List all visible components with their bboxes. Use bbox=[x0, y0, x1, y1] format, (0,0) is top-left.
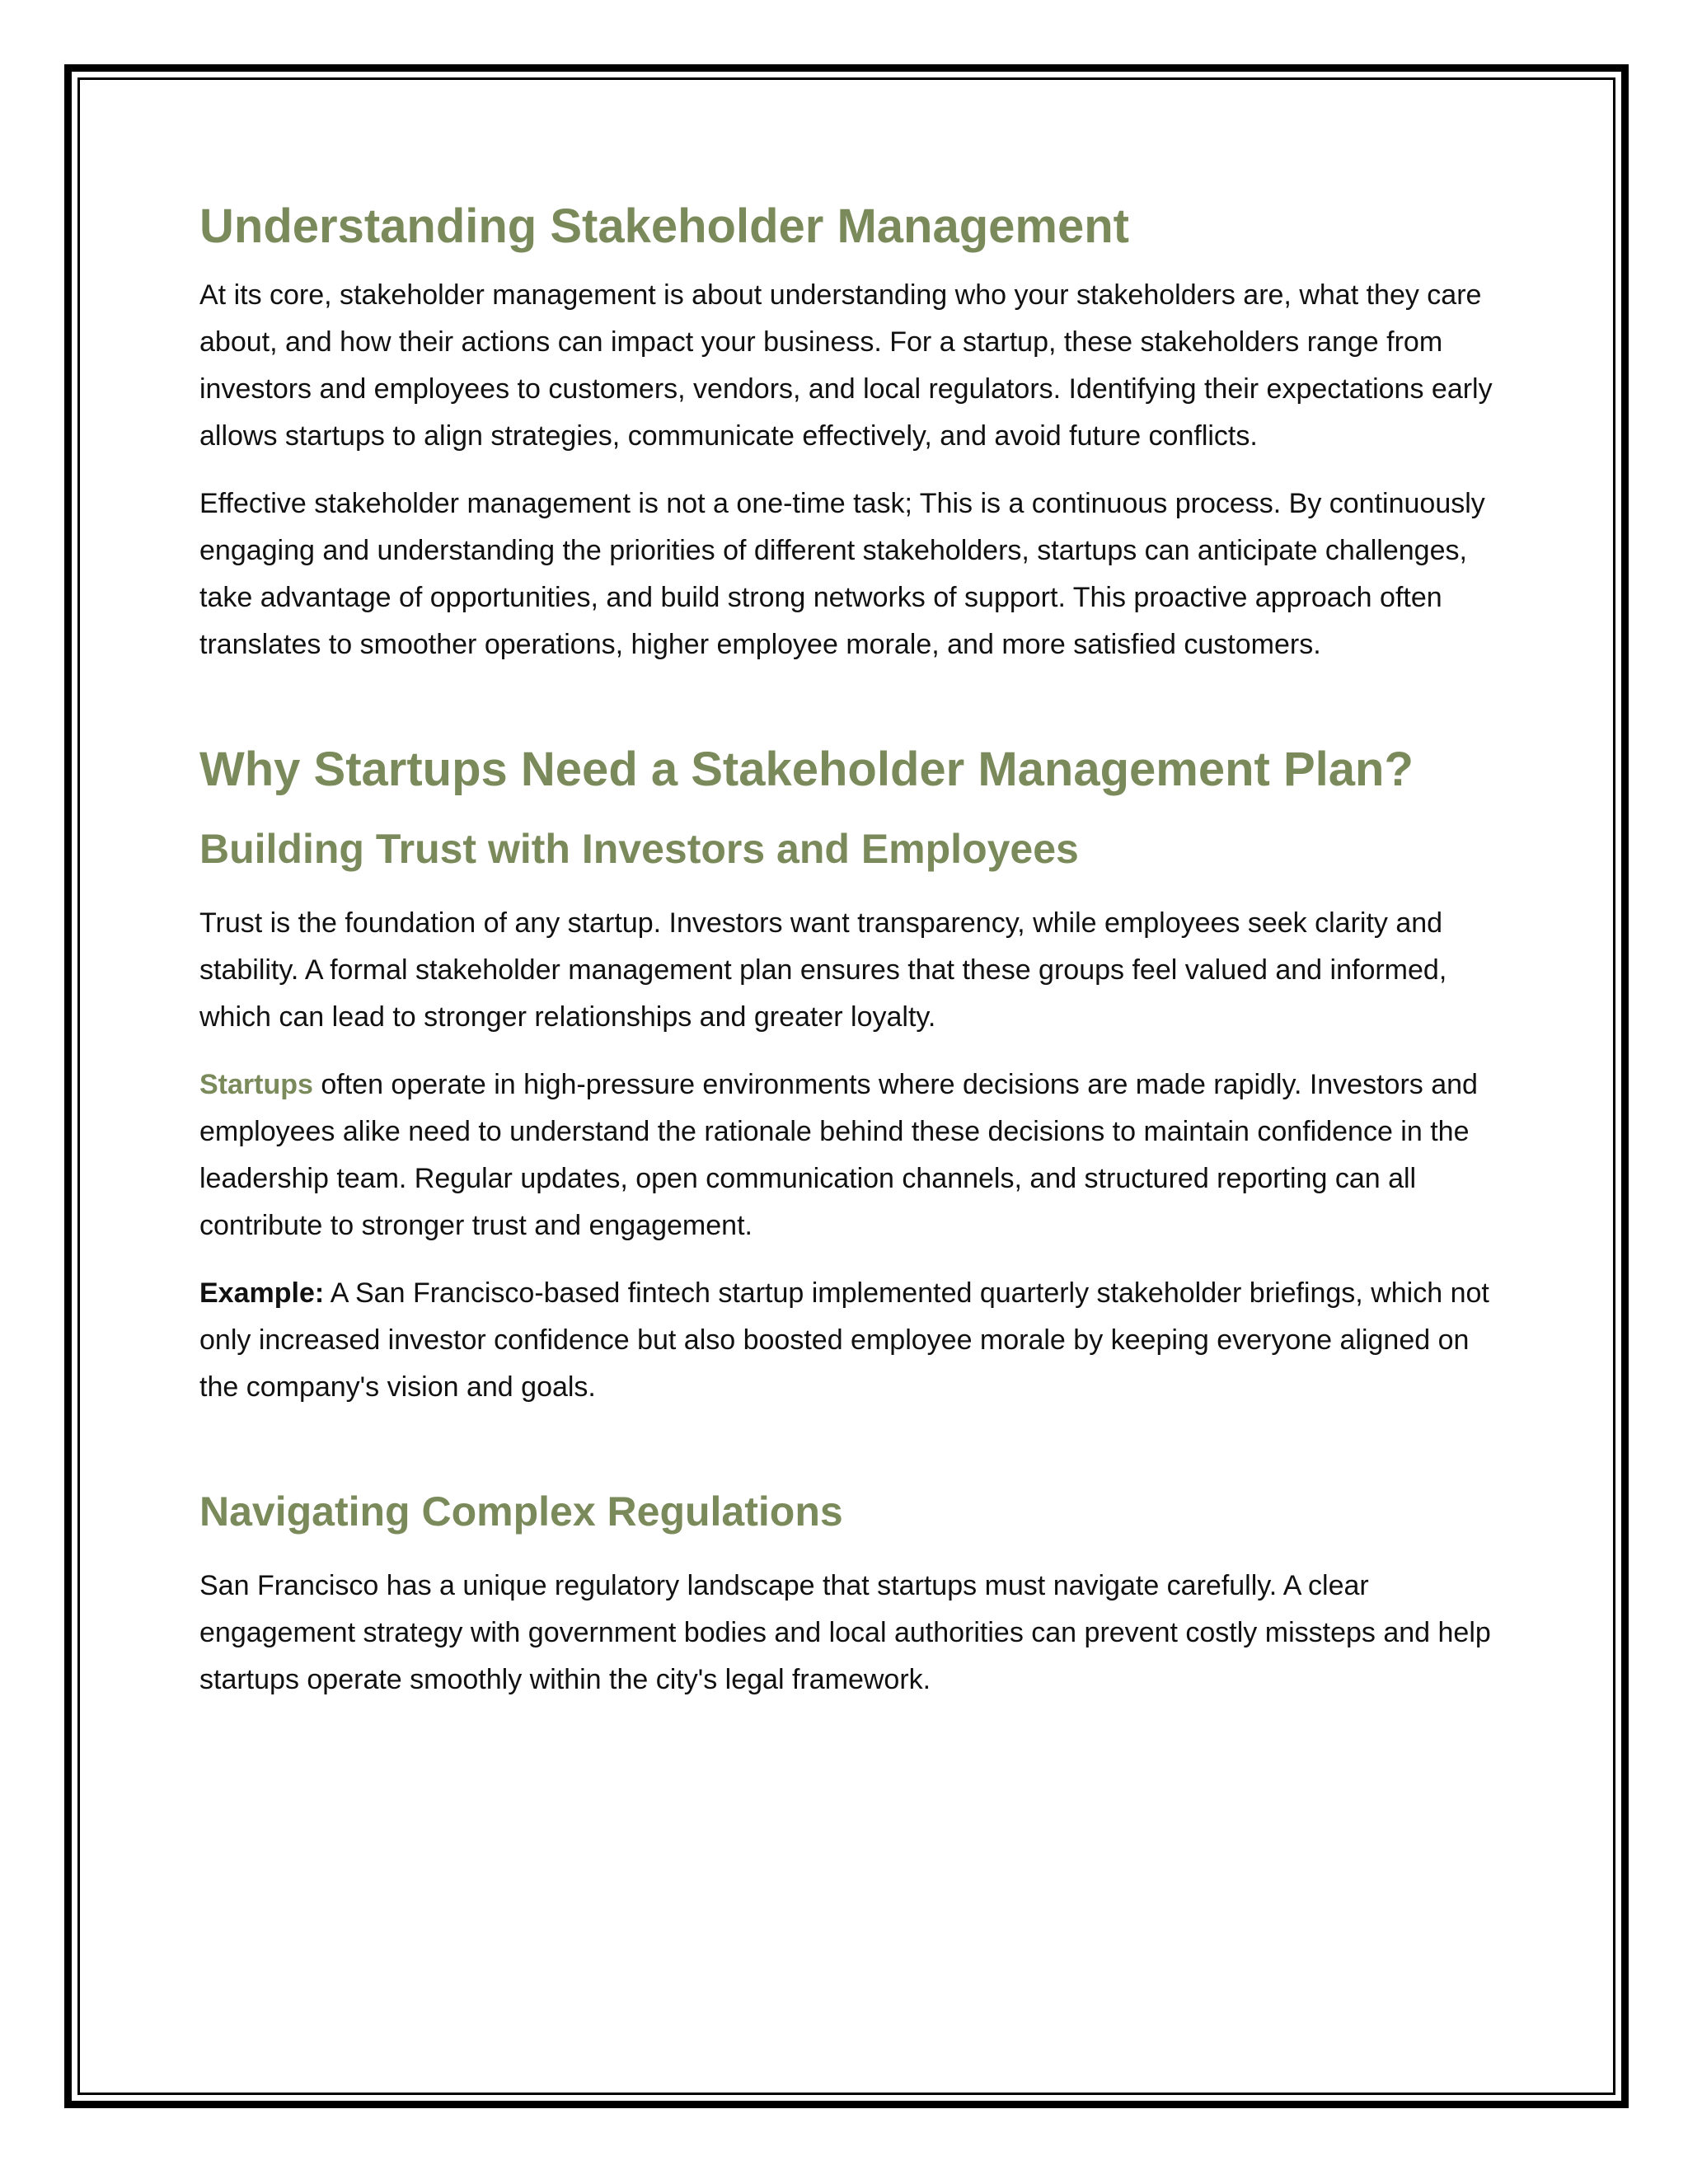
subsection-title-regulations: Navigating Complex Regulations bbox=[199, 1488, 843, 1535]
paragraph-high-pressure bbox=[199, 1062, 1493, 1249]
subsection-title-building-trust: Building Trust with Investors and Employees bbox=[199, 826, 1079, 873]
section-title-why-startups: Why Startups Need a Stakeholder Management Plan? bbox=[199, 742, 1414, 796]
example-label: Example: bbox=[199, 1277, 325, 1310]
document-content bbox=[199, 198, 1493, 1704]
paragraph-core-definition: At its core, stakeholder management is about understanding who your stakeholders are, what they care about, and how their actions can impact your business. For a startup, these stakeholders range from investors and employees to customers, vendors, and local regulators. Identifying their expectations early allows startups to align strategies, communicate effectively, and avoid future conflicts. bbox=[199, 279, 1493, 452]
startups-link[interactable]: Startups bbox=[199, 1069, 313, 1101]
paragraph-example bbox=[199, 1270, 1493, 1411]
paragraph-regulatory-landscape: San Francisco has a unique regulatory landscape that startups must navigate carefully. A clear engagement strategy with government bodies and local authorities can prevent costly missteps and help startups operate smoothly within the city's legal framework. bbox=[199, 1570, 1491, 1696]
section-title-understanding: Understanding Stakeholder Management bbox=[199, 199, 1129, 253]
paragraph-trust-foundation: Trust is the foundation of any startup. Investors want transparency, while employees seek clarity and stability. A formal stakeholder management plan ensures that these groups feel valued and informed, which can lead to stronger relationships and greater loyalty. bbox=[199, 907, 1447, 1033]
paragraph-high-pressure-text: often operate in high-pressure environments where decisions are made rapidly. Investors and employees alike need to understand the rationale behind these decisions to maintain confidence in the leadership team. Regular updates, open communication channels, and structured reporting can all contribute to stronger trust and engagement. bbox=[199, 1069, 1478, 1242]
example-text: A San Francisco-based fintech startup implemented quarterly stakeholder briefings, which not only increased investor confidence but also boosted employee morale by keeping everyone aligned on the company's vision and goals. bbox=[199, 1277, 1489, 1404]
paragraph-continuous-process: Effective stakeholder management is not a one-time task; This is a continuous process. By continuously engaging and understanding the priorities of different stakeholders, startups can anticipate challenges, take advantage of opportunities, and build strong networks of support. This proactive approach often translates to smoother operations, higher employee morale, and more satisfied customers. bbox=[199, 487, 1485, 660]
